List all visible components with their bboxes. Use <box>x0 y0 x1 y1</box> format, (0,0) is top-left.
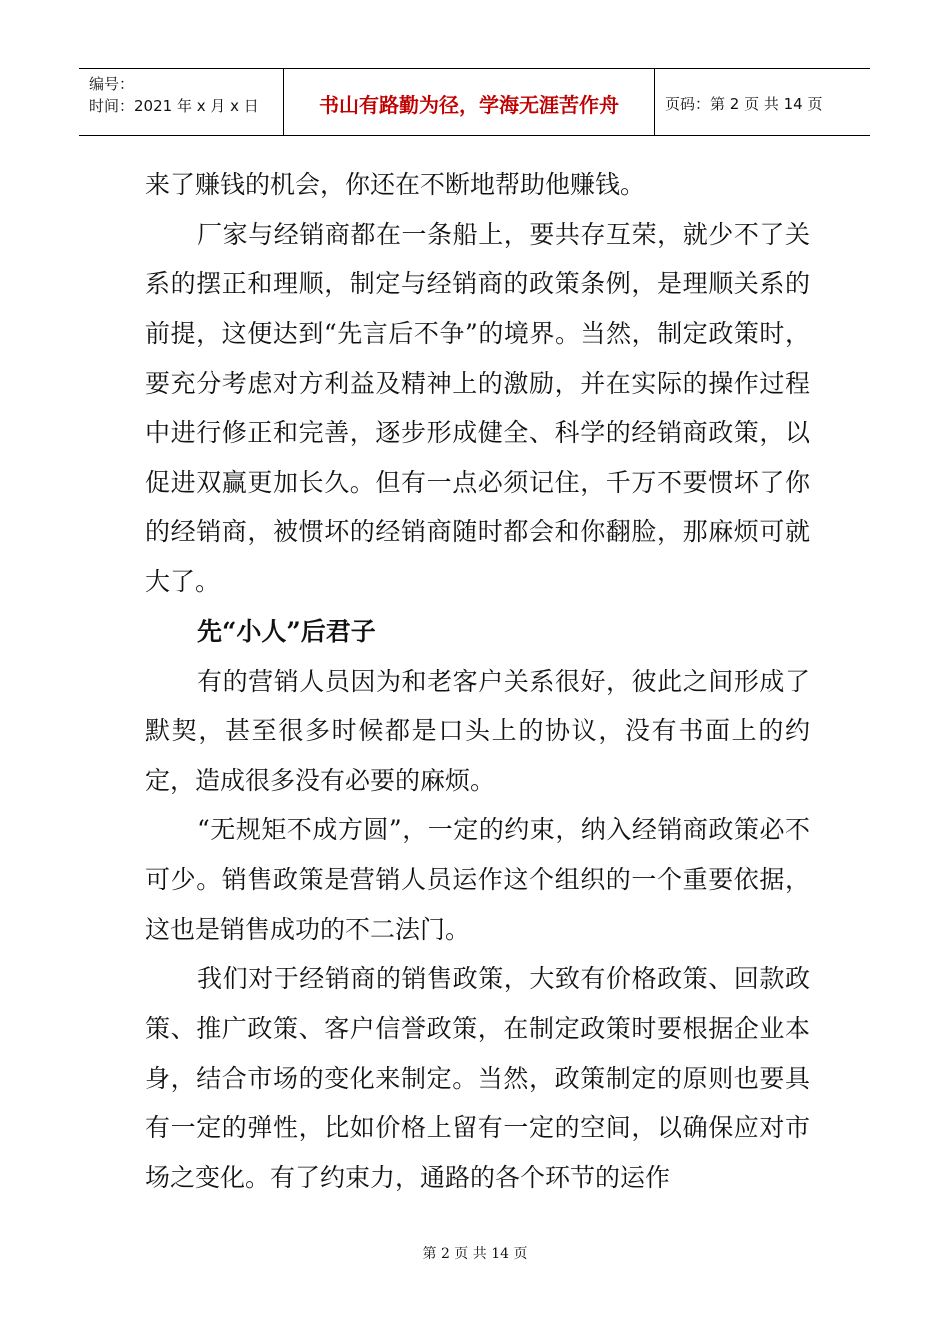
header-meta <box>79 69 283 135</box>
paragraph: “无规矩不成方圆”，一定的约束，纳入经销商政策必不可少。销售政策是营销人员运作这个组织的一个重要依据，这也是销售成功的不二法门。 <box>145 815 810 944</box>
document-header <box>79 68 870 136</box>
page-footer: 第 2 页 共 14 页 <box>422 1246 528 1262</box>
document-body <box>145 160 810 1203</box>
document-number-label: 编号： <box>89 75 135 93</box>
section-heading: 先“小人”后君子 <box>197 616 376 646</box>
header-motto: 书山有路勤为径，学海无涯苦作舟 <box>319 93 619 117</box>
header-motto-cell <box>283 69 655 135</box>
paragraph-continuation: 来了赚钱的机会，你还在不断地帮助他赚钱。 <box>145 170 646 199</box>
header-page-info: 页码：第 2 页 共 14 页 <box>665 95 823 113</box>
header-page-cell <box>655 69 870 135</box>
paragraph: 厂家与经销商都在一条船上，要共存互荣，就少不了关系的摆正和理顺，制定与经销商的政策条例，是理顺关系的前提，这便达到“先言后不争”的境界。当然，制定政策时，要充分考虑对方利益及精神上的激励，并在实际的操作过程中进行修正和完善，逐步形成健全、科学的经销商政策，以促进双赢更加长久。但有一点必须记住，千万不要惯坏了你的经销商，被惯坏的经销商随时都会和你翻脸，那麻烦可就大了。 <box>145 219 810 596</box>
paragraph: 我们对于经销商的销售政策，大致有价格政策、回款政策、推广政策、客户信誉政策，在制定政策时要根据企业本身，结合市场的变化来制定。当然，政策制定的原则也要具有一定的弹性，比如价格上留有一定的空间，以确保应对市场之变化。有了约束力，通路的各个环节的运作 <box>145 964 810 1192</box>
document-date: 时间：2021 年 x 月 x 日 <box>89 97 259 115</box>
paragraph: 有的营销人员因为和老客户关系很好，彼此之间形成了默契，甚至很多时候都是口头上的协议，没有书面上的约定，造成很多没有必要的麻烦。 <box>145 666 810 795</box>
